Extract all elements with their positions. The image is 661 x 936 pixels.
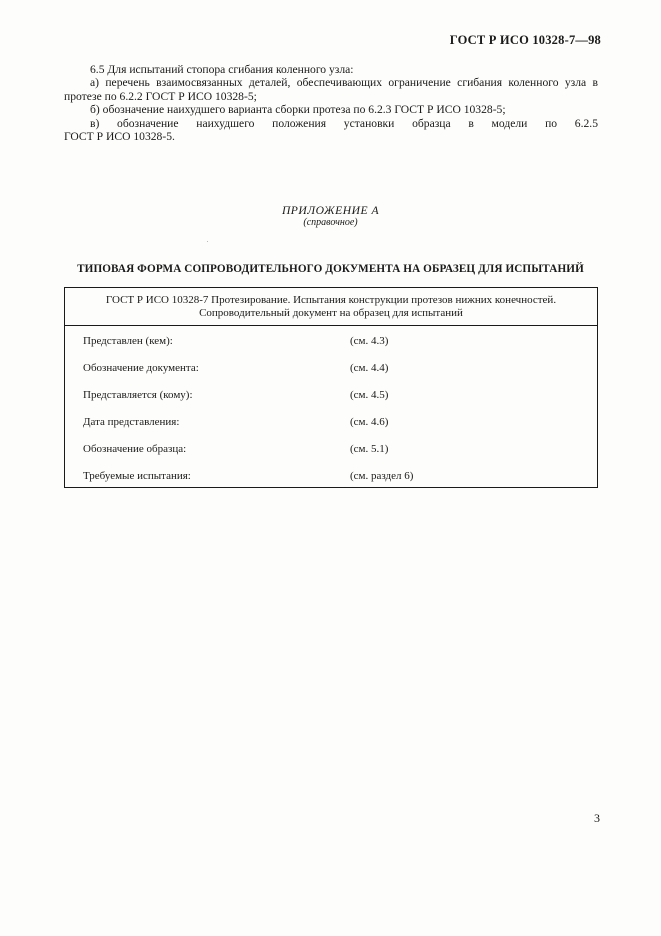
- list-item-b: б) обозначение наихудшего варианта сборки протеза по 6.2.3 ГОСТ Р ИСО 10328-5;: [90, 103, 506, 117]
- form-header-line1: ГОСТ Р ИСО 10328-7 Протезирование. Испытания конструкции протезов нижних конечностей.: [105, 294, 557, 306]
- form-row-label: Представлен (кем):: [83, 335, 173, 347]
- form-row-ref: (см. 5.1): [350, 443, 389, 455]
- document-header-code: ГОСТ Р ИСО 10328-7—98: [449, 33, 601, 47]
- scan-speck: [207, 241, 208, 242]
- form-row-ref: (см. 4.3): [350, 335, 389, 347]
- appendix-title: ПРИЛОЖЕНИЕ А: [281, 204, 380, 217]
- form-row-label: Обозначение документа:: [83, 362, 199, 374]
- form-row-ref: (см. раздел 6): [350, 470, 414, 482]
- form-row-label: Обозначение образца:: [83, 443, 187, 455]
- form-row-ref: (см. 4.4): [350, 362, 389, 374]
- list-item-c-line2: ГОСТ Р ИСО 10328-5.: [64, 130, 175, 144]
- section-intro: 6.5 Для испытаний стопора сгибания коленного узла:: [90, 63, 354, 76]
- appendix-subtitle: (справочное): [303, 217, 358, 228]
- list-item-c-line1: в) обозначение наихудшего положения установки образца в модели по 6.2.5: [90, 116, 598, 130]
- form-table: [64, 287, 598, 488]
- form-header-line2: Сопроводительный документ на образец для испытаний: [199, 307, 463, 319]
- appendix-heading: [0, 204, 661, 229]
- form-row-ref: (см. 4.5): [350, 389, 389, 401]
- form-title: ТИПОВАЯ ФОРМА СОПРОВОДИТЕЛЬНОГО ДОКУМЕНТА НА ОБРАЗЕЦ ДЛЯ ИСПЫТАНИЙ: [77, 263, 584, 275]
- form-table-header: [65, 288, 597, 326]
- form-row-label: Представляется (кому):: [83, 389, 193, 401]
- form-row-label: Требуемые испытания:: [83, 470, 191, 482]
- list-item-a: а) перечень взаимосвязанных деталей, обеспечивающих ограничение сгибания коленного узла в протезе по 6.2.2 ГОСТ Р ИСО 10328-5;: [64, 76, 598, 103]
- form-row-label: Дата представления:: [83, 416, 180, 428]
- page-number: 3: [594, 811, 600, 825]
- form-row-ref: (см. 4.6): [350, 416, 389, 428]
- section-6-5: [64, 63, 598, 143]
